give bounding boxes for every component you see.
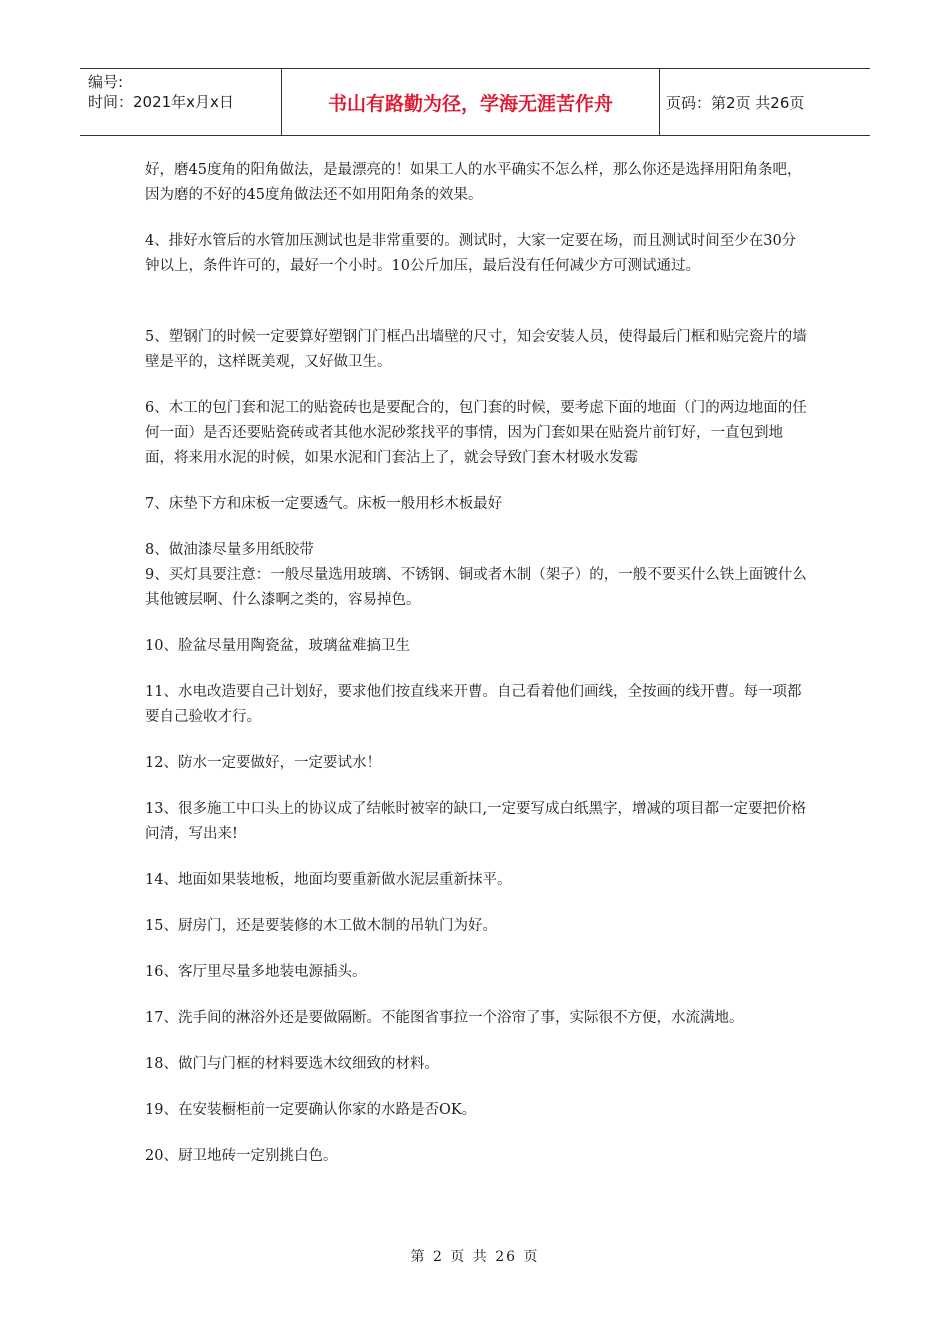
paragraph: 好，磨45度角的阳角做法，是最漂亮的！如果工人的水平确实不怎么样，那么你还是选择用阳角条吧，因为磨的不好的45度角做法还不如用阳角条的效果。 bbox=[145, 162, 802, 203]
header-meta bbox=[80, 69, 282, 135]
paragraph: 11、水电改造要自己计划好，要求他们按直线来开曹。自己看着他们画线，全按画的线开曹。每一项都要自己验收才行。 bbox=[145, 684, 802, 725]
paragraph: 7、床垫下方和床板一定要透气。床板一般用杉木板最好 bbox=[145, 496, 503, 512]
paragraph: 12、防水一定要做好，一定要试水！ bbox=[145, 755, 381, 771]
paragraph: 9、买灯具要注意：一般尽量选用玻璃、不锈钢、铜或者木制（架子）的，一般不要买什么铁上面镀什么其他镀层啊、什么漆啊之类的，容易掉色。 bbox=[145, 567, 807, 608]
paragraph: 14、地面如果装地板，地面均要重新做水泥层重新抹平。 bbox=[145, 872, 512, 888]
paragraph: 4、排好水管后的水管加压测试也是非常重要的。测试时，大家一定要在场，而且测试时间至少在30分钟以上，条件许可的，最好一个小时。10公斤加压，最后没有任何减少方可测试通过。 bbox=[145, 233, 797, 274]
paragraph: 5、塑钢门的时候一定要算好塑钢门门框凸出墙壁的尺寸，知会安装人员，使得最后门框和贴完瓷片的墙壁是平的，这样既美观，又好做卫生。 bbox=[145, 329, 807, 370]
header-page-info: 页码：第2页 共26页 bbox=[666, 93, 805, 112]
document-number-label: 编号: bbox=[88, 73, 124, 91]
paragraph: 17、洗手间的淋浴外还是要做隔断。不能图省事拉一个浴帘了事，实际很不方便，水流满地。 bbox=[145, 1010, 744, 1026]
paragraph: 10、脸盆尽量用陶瓷盆，玻璃盆难搞卫生 bbox=[145, 638, 410, 654]
document-header bbox=[80, 68, 870, 136]
document-body bbox=[145, 158, 810, 1190]
paragraph: 8、做油漆尽量多用纸胶带 bbox=[145, 542, 314, 558]
document-date: 时间：2021年x月x日 bbox=[88, 93, 234, 111]
paragraph: 15、厨房门，还是要装修的木工做木制的吊轨门为好。 bbox=[145, 918, 497, 934]
paragraph: 16、客厅里尽量多地装电源插头。 bbox=[145, 964, 367, 980]
header-motto: 书山有路勤为径，学海无涯苦作舟 bbox=[282, 69, 660, 135]
paragraph: 6、木工的包门套和泥工的贴瓷砖也是要配合的，包门套的时候，要考虑下面的地面（门的两边地面的任何一面）是否还要贴瓷砖或者其他水泥砂浆找平的事情，因为门套如果在贴瓷片前钉好，一直包到地面，将来用水泥的时候，如果水泥和门套沾上了，就会导致门套木材吸水发霉 bbox=[145, 400, 807, 466]
paragraph: 18、做门与门框的材料要选木纹细致的材料。 bbox=[145, 1056, 439, 1072]
paragraph: 13、很多施工中口头上的协议成了结帐时被宰的缺口,一定要写成白纸黑字，增减的项目都一定要把价格问清，写出来! bbox=[145, 801, 807, 842]
page-footer: 第 2 页 共 26 页 bbox=[410, 1249, 540, 1265]
paragraph: 20、厨卫地砖一定别挑白色。 bbox=[145, 1148, 338, 1164]
paragraph: 19、在安装橱柜前一定要确认你家的水路是否OK。 bbox=[145, 1102, 477, 1118]
